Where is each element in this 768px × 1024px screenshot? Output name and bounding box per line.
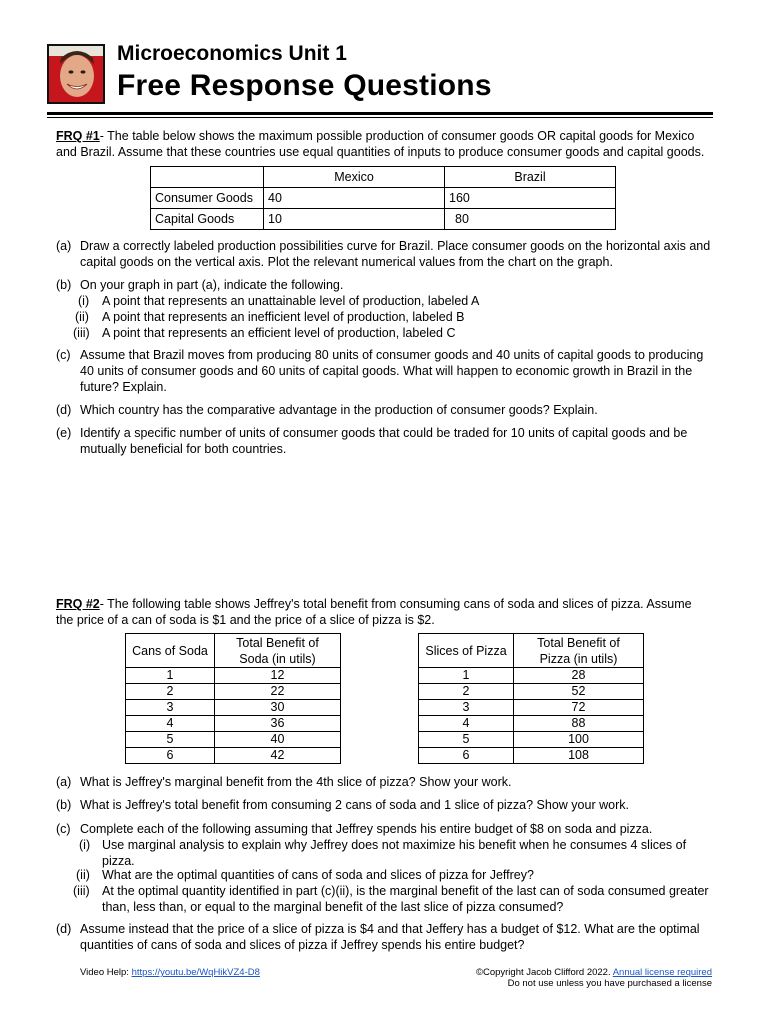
frq2-question-d: (d) Assume instead that the price of a slice of pizza is $4 and that Jeffery has a budget of $12. What are the optimal quantities of cans of soda and slices of pizza if Jeffrey spends his entire budget? (56, 922, 700, 952)
unit-subtitle: Microeconomics Unit 1 (117, 42, 347, 65)
frq1-question-b-ii: (ii) (75, 310, 89, 324)
table-row: 5 40 (126, 732, 341, 748)
production-table (150, 166, 616, 230)
table-row: 4 36 (126, 716, 341, 732)
frq1-intro: FRQ #1- The table below shows the maximum possible production of consumer goods OR capital goods for Mexico and Brazil. Assume that these countries use equal quantities of inputs to produce consumer goods and capital goods. (56, 129, 705, 159)
license-notice: Do not use unless you have purchased a license (507, 978, 712, 989)
frq1-label: FRQ #1 (56, 129, 100, 143)
table-header-row: Cans of Soda Total Benefit of Soda (in utils) (126, 634, 341, 668)
video-help: Video Help: https://youtu.be/WqHikVZ4-D8 (80, 967, 260, 978)
table-row: 3 72 (419, 700, 644, 716)
frq2-question-c-i: Use marginal analysis to explain why Jeffrey does not maximize his benefit when he consumes 4 slices of pizza. (102, 838, 687, 868)
table-row: 1 28 (419, 668, 644, 684)
page-title: Free Response Questions (117, 69, 492, 102)
frq2-question-c-iii: At the optimal quantity identified in part (c)(ii), is the marginal benefit of the last can of soda consumed greater than, less than, or equal to the marginal benefit of the last slice of pizza consumed? (102, 884, 709, 914)
header-divider-thick (47, 112, 713, 115)
table-row: 5 100 (419, 732, 644, 748)
license-link[interactable]: Annual license required (612, 967, 712, 978)
table-row: 2 52 (419, 684, 644, 700)
frq1-question-b-iii: (iii) (73, 326, 90, 340)
frq2-intro: FRQ #2- The following table shows Jeffrey's total benefit from consuming cans of soda and slices of pizza. Assume the price of a can of soda is $1 and the price of a slice of pizza is $2. (56, 597, 692, 627)
table-header-row: Mexico Brazil (151, 167, 616, 188)
table-row: 6 108 (419, 748, 644, 764)
frq2-question-c-ii-label: (ii) (76, 868, 90, 882)
frq2-question-b: (b) What is Jeffrey's total benefit from consuming 2 cans of soda and 1 slice of pizza? Show your work. (56, 798, 629, 812)
header-divider-thin (47, 117, 713, 118)
frq2-label: FRQ #2 (56, 597, 100, 611)
frq1-question-b: (b) On your graph in part (a), indicate the following. (56, 278, 344, 292)
table-row: 3 30 (126, 700, 341, 716)
table-row: Capital Goods 10 80 (151, 209, 616, 230)
frq2-question-c-ii: What are the optimal quantities of cans of soda and slices of pizza for Jeffrey? (102, 868, 534, 882)
pizza-table (418, 633, 644, 764)
table-row: 4 88 (419, 716, 644, 732)
frq1-question-b-i: (i) (78, 294, 90, 308)
frq2-question-a: (a) What is Jeffrey's marginal benefit from the 4th slice of pizza? Show your work. (56, 775, 512, 789)
frq1-question-e: (e) Identify a specific number of units of consumer goods that could be traded for 10 units of capital goods and be mutually beneficial for both countries. (56, 426, 688, 456)
frq2-question-c-i-label: (i) (79, 838, 91, 852)
soda-table (125, 633, 341, 764)
frq2-question-c: (c) Complete each of the following assuming that Jeffrey spends his entire budget of $8 on soda and pizza. (56, 822, 653, 836)
table-row: Consumer Goods 40 160 (151, 188, 616, 209)
frq1-question-c: (c) Assume that Brazil moves from producing 80 units of consumer goods and 40 units of capital goods to producing 40 units of consumer goods and 60 units of capital goods. What will happen to economic growth in Brazil in the future? Explain. (56, 348, 704, 394)
table-header-row: Slices of Pizza Total Benefit of Pizza (in utils) (419, 634, 644, 668)
frq1-question-a: (a) Draw a correctly labeled production possibilities curve for Brazil. Place consumer goods on the horizontal axis and capital goods on the vertical axis. Plot the relevant numerical values from the chart on the graph. (56, 239, 711, 269)
copyright: ©Copyright Jacob Clifford 2022. Annual license required Do not use unless you have purchased a license (475, 967, 712, 989)
author-avatar (47, 44, 105, 104)
table-row: 6 42 (126, 748, 341, 764)
frq1-question-d: (d) Which country has the comparative advantage in the production of consumer goods? Explain. (56, 403, 598, 417)
table-row: 1 12 (126, 668, 341, 684)
table-row: 2 22 (126, 684, 341, 700)
video-help-link[interactable]: https://youtu.be/WqHikVZ4-D8 (131, 967, 260, 978)
frq2-question-c-iii-label: (iii) (73, 884, 90, 898)
